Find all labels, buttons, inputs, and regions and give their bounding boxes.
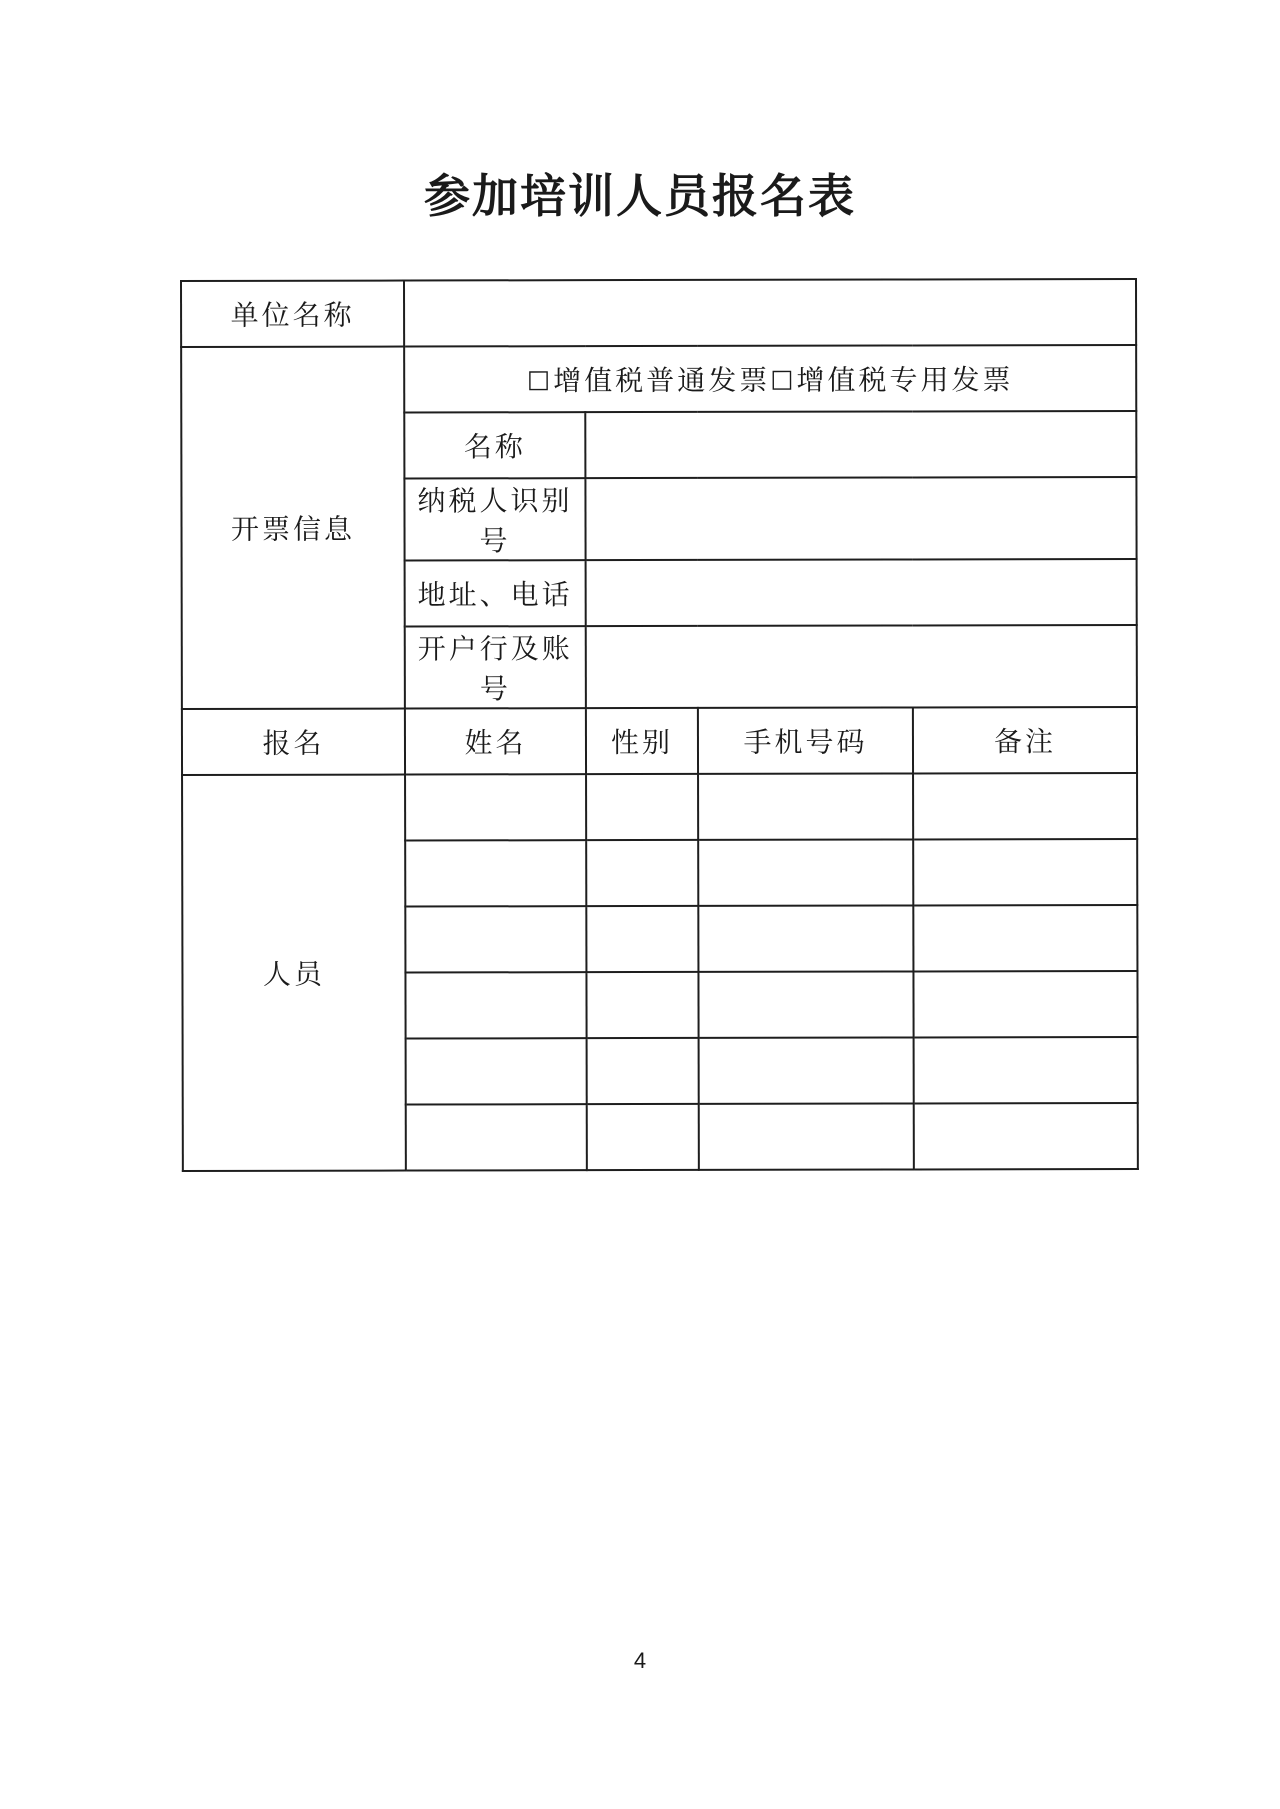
- phone-cell[interactable]: [698, 971, 913, 1037]
- phone-cell[interactable]: [699, 1037, 914, 1103]
- invoice-special-label: 增值税专用发票: [796, 363, 1014, 397]
- personnel-label: 人员: [182, 775, 406, 1171]
- invoice-type-row: [181, 345, 1136, 413]
- remarks-cell[interactable]: [914, 1103, 1138, 1169]
- column-header-phone: 手机号码: [698, 707, 913, 773]
- name-cell[interactable]: [405, 906, 586, 972]
- name-cell[interactable]: [405, 774, 586, 840]
- phone-cell[interactable]: [698, 839, 913, 905]
- column-header-remarks: 备注: [913, 707, 1137, 773]
- invoice-special-checkbox[interactable]: ☐: [770, 366, 797, 397]
- invoice-bank-field[interactable]: [586, 625, 1137, 708]
- phone-cell[interactable]: [698, 773, 913, 839]
- phone-cell[interactable]: [699, 1103, 914, 1169]
- invoice-name-label: 名称: [404, 412, 585, 478]
- remarks-cell[interactable]: [913, 839, 1137, 905]
- unit-name-field[interactable]: [404, 279, 1136, 347]
- gender-cell[interactable]: [586, 774, 698, 840]
- page-number: 4: [633, 1648, 647, 1673]
- remarks-cell[interactable]: [913, 773, 1137, 839]
- phone-cell[interactable]: [698, 905, 913, 971]
- page-title: 参加培训人员报名表: [424, 169, 856, 223]
- name-cell[interactable]: [406, 1104, 587, 1170]
- registration-label: 报名: [182, 709, 405, 775]
- name-cell[interactable]: [405, 840, 586, 906]
- gender-cell[interactable]: [587, 1038, 699, 1104]
- table-row: [182, 773, 1137, 841]
- gender-cell[interactable]: [586, 840, 698, 906]
- invoice-taxid-label: 纳税人识别号: [404, 478, 585, 560]
- gender-cell[interactable]: [586, 972, 698, 1038]
- name-cell[interactable]: [406, 1038, 587, 1104]
- remarks-cell[interactable]: [913, 905, 1137, 971]
- name-cell[interactable]: [405, 972, 586, 1038]
- gender-cell[interactable]: [586, 906, 698, 972]
- registration-form-table: [180, 278, 1139, 1172]
- unit-name-row: [181, 279, 1136, 347]
- invoice-normal-checkbox[interactable]: ☐: [526, 367, 554, 398]
- invoice-info-label: 开票信息: [181, 347, 405, 709]
- invoice-taxid-field[interactable]: [585, 477, 1136, 560]
- column-header-gender: 性别: [586, 708, 698, 774]
- gender-cell[interactable]: [587, 1104, 699, 1170]
- invoice-type-options: [404, 345, 1136, 413]
- invoice-normal-label: 增值税普通发票: [553, 363, 771, 398]
- invoice-name-field[interactable]: [585, 411, 1136, 478]
- invoice-address-label: 地址、电话: [405, 560, 586, 626]
- registration-header-row: [182, 707, 1137, 775]
- unit-name-label: 单位名称: [181, 281, 404, 347]
- invoice-address-field[interactable]: [586, 559, 1137, 626]
- column-header-name: 姓名: [405, 708, 586, 774]
- remarks-cell[interactable]: [914, 1037, 1138, 1103]
- invoice-bank-label: 开户行及账号: [405, 626, 586, 708]
- remarks-cell[interactable]: [913, 971, 1137, 1037]
